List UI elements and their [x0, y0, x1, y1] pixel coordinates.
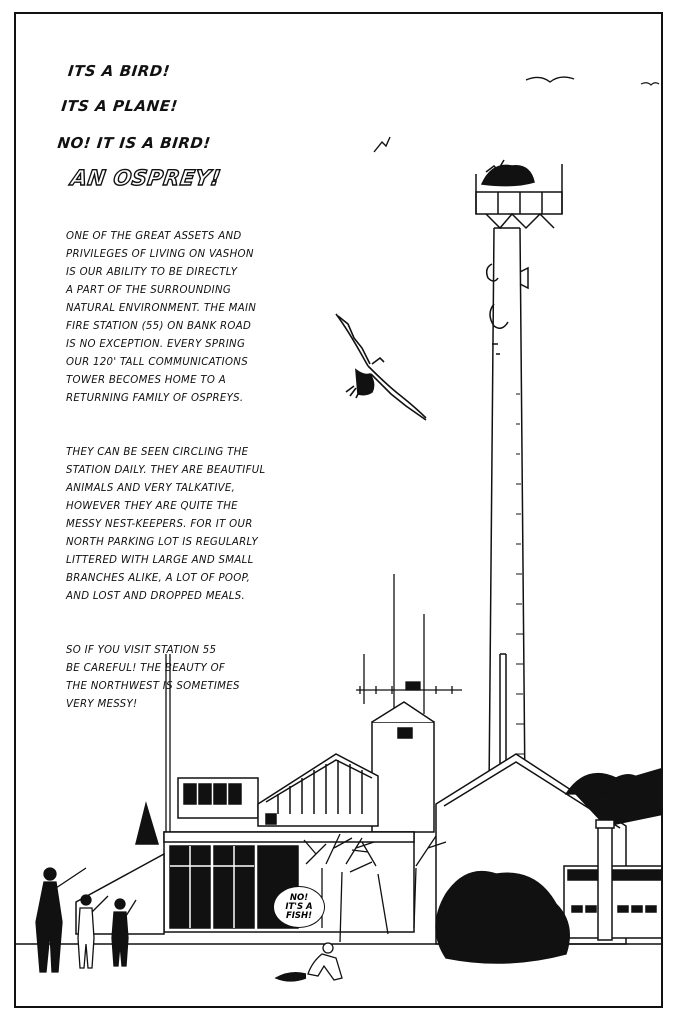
- osprey-flying: [336, 314, 426, 420]
- comic-panel: [14, 12, 663, 1008]
- story-text: [66, 210, 326, 750]
- intro-line-bird-again: NO! IT IS A BIRD!: [56, 134, 212, 152]
- intro-line-plane: ITS A PLANE!: [60, 97, 179, 115]
- page-title: AN OSPREY!: [69, 166, 223, 190]
- sky-bird-right: [526, 77, 574, 82]
- paragraph-3: SO IF YOU VISIT STATION 55 BE CAREFUL! THE BEAUTY OF THE NORTHWEST IS SOMETIMES VERY MESSY!: [66, 645, 240, 710]
- sky-bird-small: [374, 137, 390, 152]
- speech-bubble: NO! IT'S A FISH!: [273, 886, 325, 928]
- sky-bird-far: [641, 83, 659, 85]
- paragraph-1: ONE OF THE GREAT ASSETS AND PRIVILEGES OF LIVING ON VASHON IS OUR ABILITY TO BE DIRECTLY A PART OF THE SURROUNDING NATURAL ENVIRONMENT. THE MAIN FIRE STATION (55) ON BANK ROAD IS NO EXCEPTION. EVERY SPRING OUR 120' TALL COMMUNICATIONS TOWER BECOMES HOME TO A RETURNING FAMILY OF OSPREYS.: [66, 231, 257, 404]
- paragraph-2: THEY CAN BE SEEN CIRCLING THE STATION DAILY. THEY ARE BEAUTIFUL ANIMALS AND VERY TALKATIVE, HOWEVER THEY ARE QUITE THE MESSY NEST-KEEPERS. FOR IT OUR NORTH PARKING LOT IS REGULARLY LITTERED WITH LARGE AND SMALL BRANCHES ALIKE, A LOT OF POOP, AND LOST AND DROPPED MEALS.: [66, 447, 266, 602]
- intro-line-bird: ITS A BIRD!: [67, 62, 172, 80]
